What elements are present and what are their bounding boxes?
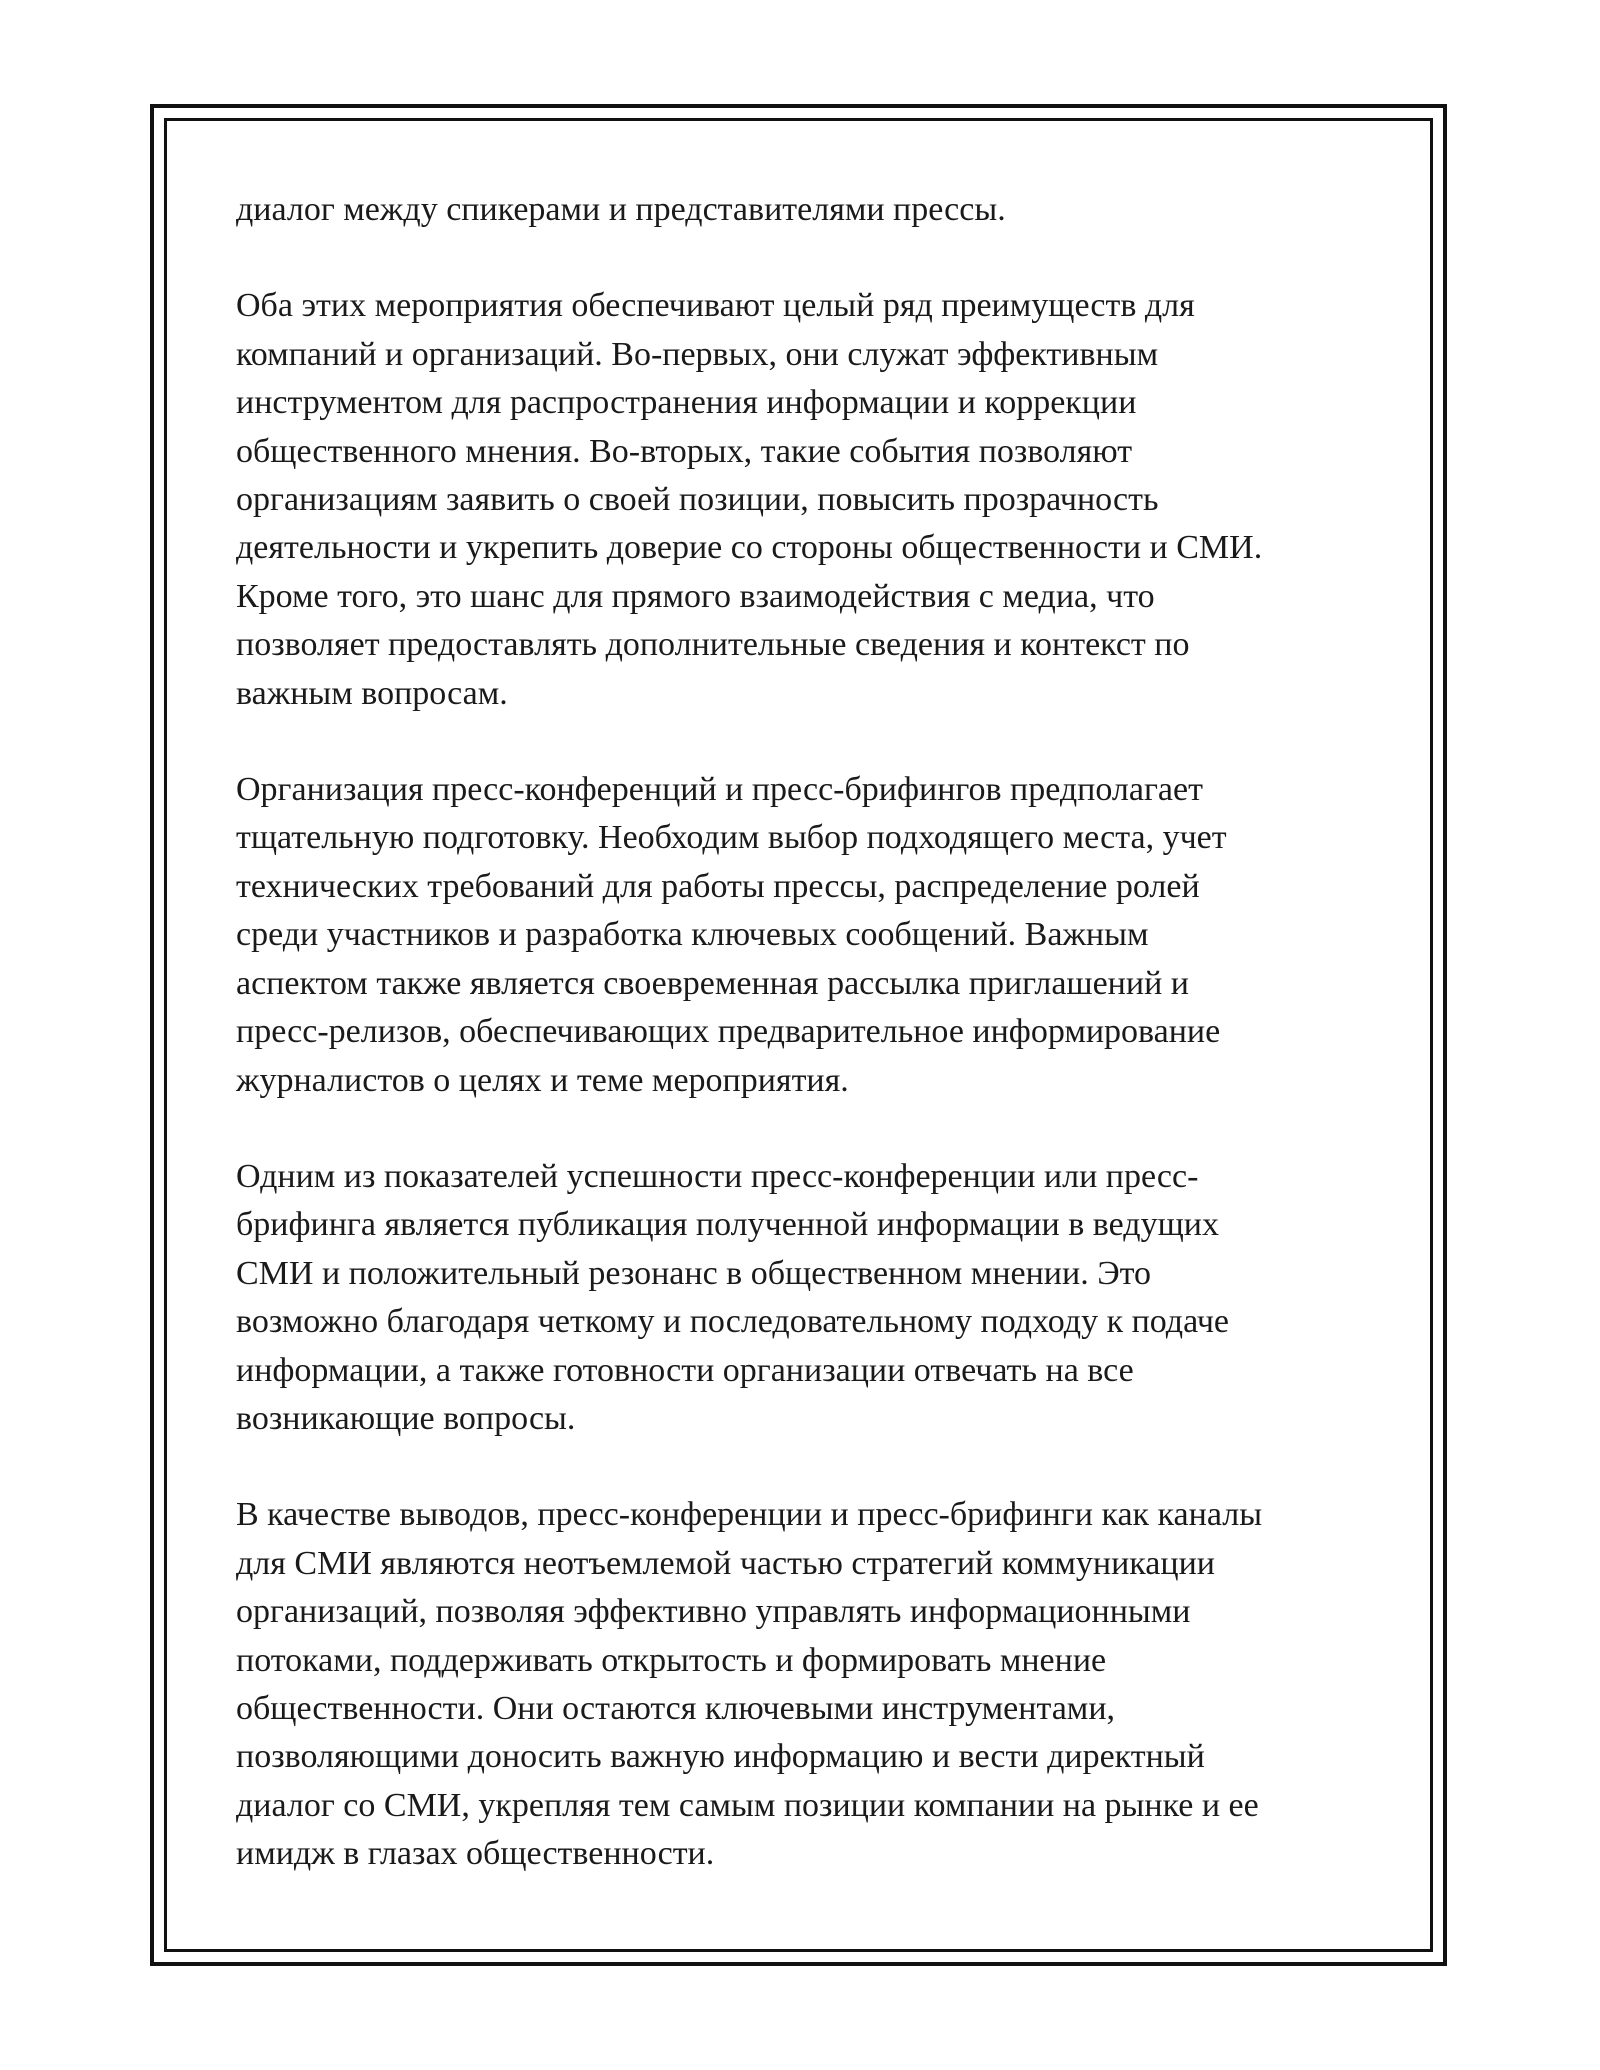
text-line: технических требований для работы прессы, распределение ролей — [236, 867, 1200, 905]
text-line: общественного мнения. Во-вторых, такие события позволяют — [236, 432, 1133, 470]
text-line: компаний и организаций. Во-первых, они служат эффективным — [236, 335, 1159, 373]
text-line: Кроме того, это шанс для прямого взаимодействия с медиа, что — [236, 577, 1155, 615]
text-line: тщательную подготовку. Необходим выбор подходящего места, учет — [236, 819, 1227, 857]
document-body — [236, 186, 1366, 1927]
text-line: позволяющими доносить важную информацию и вести директный — [236, 1738, 1205, 1776]
text-line: брифинга является публикация полученной информации в ведущих — [236, 1206, 1219, 1244]
text-line: для СМИ являются неотъемлемой частью стратегий коммуникации — [236, 1544, 1215, 1582]
text-line: возникающие вопросы. — [236, 1399, 576, 1437]
text-line: Оба этих мероприятия обеспечивают целый ряд преимуществ для — [236, 287, 1195, 325]
text-line: диалог между спикерами и представителями прессы. — [236, 191, 1006, 228]
text-line: пресс-релизов, обеспечивающих предварительное информирование — [236, 1013, 1221, 1051]
text-line: Одним из показателей успешности пресс-конференции или пресс- — [236, 1157, 1199, 1195]
text-line: организациям заявить о своей позиции, повысить прозрачность — [236, 481, 1159, 519]
text-line: журналистов о целях и теме мероприятия. — [236, 1061, 849, 1099]
paragraph-3 — [236, 766, 1366, 1105]
text-line: диалог со СМИ, укрепляя тем самым позиции компании на рынке и ее — [236, 1786, 1259, 1824]
text-line: деятельности и укрепить доверие со стороны общественности и СМИ. — [236, 529, 1263, 567]
paragraph-2 — [236, 282, 1366, 718]
text-line: позволяет предоставлять дополнительные сведения и контекст по — [236, 626, 1190, 664]
text-line: информации, а также готовности организации отвечать на все — [236, 1351, 1134, 1389]
text-line: Организация пресс-конференций и пресс-брифингов предполагает — [236, 771, 1203, 809]
text-line: общественности. Они остаются ключевыми инструментами, — [236, 1689, 1116, 1727]
text-line: потоками, поддерживать открытость и формировать мнение — [236, 1641, 1107, 1679]
paragraph-1 — [236, 186, 1366, 234]
text-line: В качестве выводов, пресс-конференции и пресс-брифинги как каналы — [236, 1496, 1263, 1534]
text-line: важным вопросам. — [236, 674, 508, 712]
text-line: инструментом для распространения информации и коррекции — [236, 384, 1137, 422]
text-line: возможно благодаря четкому и последовательному подходу к подаче — [236, 1303, 1230, 1341]
paragraph-4 — [236, 1153, 1366, 1443]
paragraph-5 — [236, 1491, 1366, 1878]
text-line: имидж в глазах общественности. — [236, 1835, 715, 1873]
text-line: СМИ и положительный резонанс в общественном мнении. Это — [236, 1254, 1152, 1292]
text-line: аспектом также является своевременная рассылка приглашений и — [236, 964, 1189, 1002]
text-line: среди участников и разработка ключевых сообщений. Важным — [236, 916, 1149, 954]
text-line: организаций, позволяя эффективно управлять информационными — [236, 1593, 1191, 1631]
